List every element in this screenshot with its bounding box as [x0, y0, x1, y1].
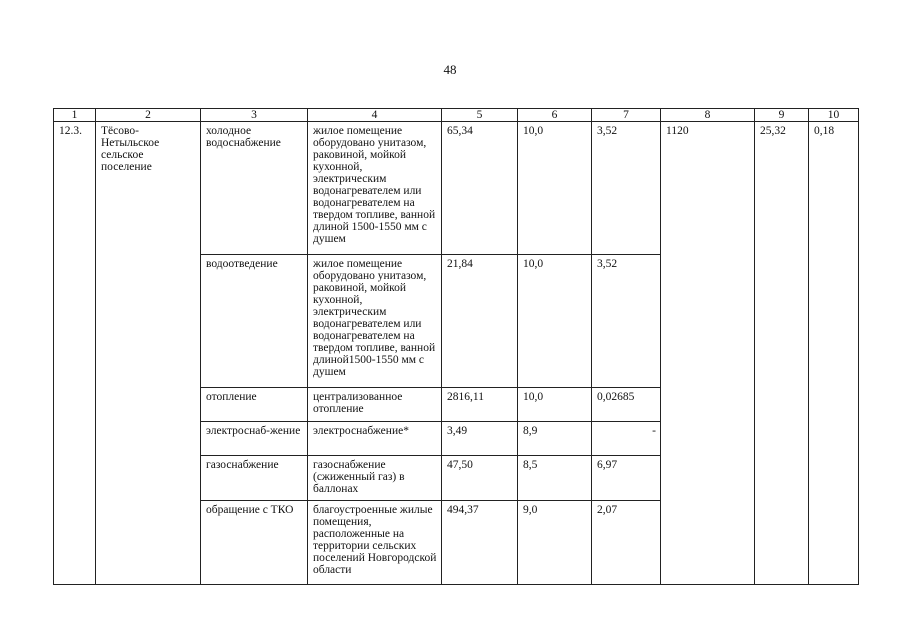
value-cell: 2816,11: [442, 388, 518, 422]
value-cell: 2,07: [592, 501, 661, 585]
settlement-cell: Тёсово-Нетыльское сельское поселение: [96, 122, 201, 585]
category-cell: электроснабжение*: [308, 422, 442, 456]
header-cell: 10: [809, 109, 859, 122]
value-cell: 3,52: [592, 122, 661, 255]
value-cell: 8,5: [518, 456, 592, 501]
header-cell: 8: [661, 109, 755, 122]
category-cell: благоустроенные жилые помещения, расположенные на территории сельских поселений Новгородской области: [308, 501, 442, 585]
page-number: 48: [443, 62, 457, 77]
value-cell: 9,0: [518, 501, 592, 585]
value-cell: 0,02685: [592, 388, 661, 422]
col10-cell: 0,18: [809, 122, 859, 585]
header-cell: 4: [308, 109, 442, 122]
value-cell: 10,0: [518, 122, 592, 255]
col9-cell: 25,32: [755, 122, 809, 585]
value-cell: 8,9: [518, 422, 592, 456]
value-cell: -: [592, 422, 661, 456]
value-cell: 47,50: [442, 456, 518, 501]
value-cell: 6,97: [592, 456, 661, 501]
table-row: [54, 122, 859, 255]
service-cell: электроснаб-жение: [201, 422, 308, 456]
value-cell: 3,52: [592, 255, 661, 388]
service-cell: газоснабжение: [201, 456, 308, 501]
value-cell: 10,0: [518, 388, 592, 422]
header-cell: 7: [592, 109, 661, 122]
category-cell: газоснабжение (сжиженный газ) в баллонах: [308, 456, 442, 501]
category-cell: жилое помещение оборудовано унитазом, раковиной, мойкой кухонной, электрическим водонагревателем или водонагревателем на твердом топливе, ванной длиной1500-1550 мм с душем: [308, 255, 442, 388]
header-cell: 2: [96, 109, 201, 122]
service-cell: холодное водоснабжение: [201, 122, 308, 255]
col8-cell: 1120: [661, 122, 755, 585]
row-number-cell: 12.3.: [54, 122, 96, 585]
header-cell: 6: [518, 109, 592, 122]
value-cell: 65,34: [442, 122, 518, 255]
category-cell: жилое помещение оборудовано унитазом, раковиной, мойкой кухонной, электрическим водонагревателем или водонагревателем на твердом топливе, ванной длиной 1500-1550 мм с душем: [308, 122, 442, 255]
header-cell: 9: [755, 109, 809, 122]
tariff-table: [53, 108, 859, 585]
service-cell: отопление: [201, 388, 308, 422]
service-cell: обращение с ТКО: [201, 501, 308, 585]
header-cell: 1: [54, 109, 96, 122]
value-cell: 494,37: [442, 501, 518, 585]
service-cell: водоотведение: [201, 255, 308, 388]
header-cell: 3: [201, 109, 308, 122]
header-cell: 5: [442, 109, 518, 122]
value-cell: 10,0: [518, 255, 592, 388]
category-cell: централизованное отопление: [308, 388, 442, 422]
value-cell: 3,49: [442, 422, 518, 456]
value-cell: 21,84: [442, 255, 518, 388]
header-row: [54, 109, 859, 122]
